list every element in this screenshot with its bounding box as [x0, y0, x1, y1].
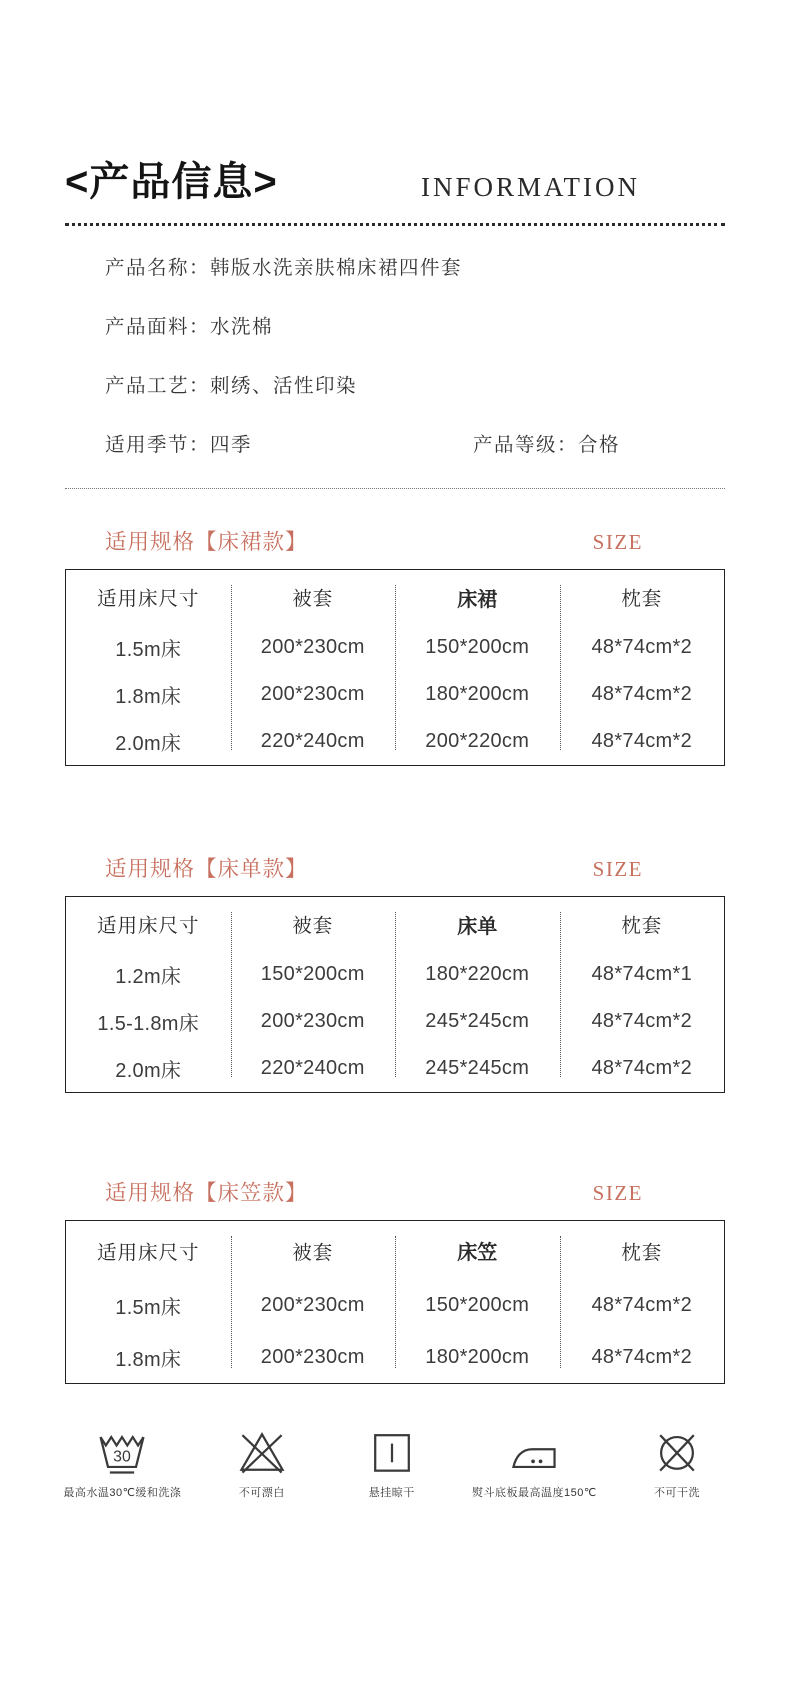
table-cell: 245*245cm [425, 1010, 530, 1032]
column-separator [231, 585, 232, 750]
section-title: 适用规格【床裙款】 [105, 530, 308, 554]
care-item-no-bleach [214, 1424, 310, 1500]
section-title: 适用规格【床笠款】 [105, 1181, 308, 1205]
column-header: 被套 [292, 916, 334, 938]
table-cell: 48*74cm*2 [591, 1056, 693, 1079]
column-header: 适用床尺寸 [96, 1242, 200, 1264]
table-cell: 220*240cm [260, 729, 365, 752]
field-label: 产品等级： [473, 435, 579, 456]
table-cell: 48*74cm*2 [591, 729, 693, 752]
info-row [105, 429, 685, 456]
spec-table-fitted-sheet [65, 1220, 725, 1384]
field-label: 产品面料： [105, 317, 211, 338]
table-cell: 2.0m床 [115, 732, 182, 755]
table-cell: 200*230cm [260, 1294, 365, 1317]
table-cell: 1.8m床 [115, 686, 182, 708]
wash-temp-number: 30 [113, 1448, 132, 1466]
info-row [105, 311, 685, 338]
table-cell: 48*74cm*2 [591, 1345, 693, 1368]
table-cell: 220*240cm [260, 1056, 365, 1079]
field-label: 产品工艺： [105, 376, 211, 397]
table-cell: 150*200cm [425, 1294, 530, 1317]
table-cell: 2.0m床 [115, 1059, 182, 1082]
grade-field [473, 429, 620, 457]
table-cell: 180*200cm [425, 1345, 530, 1368]
care-label: 不可漂白 [238, 1487, 285, 1499]
column-header: 被套 [292, 1242, 334, 1264]
column-header: 适用床尺寸 [96, 916, 200, 938]
table-cell: 48*74cm*2 [591, 1010, 693, 1032]
column-separator [231, 1236, 232, 1368]
field-value: 水洗棉 [210, 317, 274, 338]
table-cell: 200*220cm [425, 729, 530, 752]
season-field [105, 435, 252, 456]
column-header: 枕套 [621, 916, 663, 938]
table-cell: 150*200cm [425, 636, 530, 659]
no-bleach-icon [234, 1424, 290, 1480]
column-separator [560, 585, 561, 750]
product-name-field [105, 258, 462, 279]
section-flat-sheet [65, 852, 725, 1093]
table-cell: 200*230cm [260, 1010, 365, 1032]
table-cell: 200*230cm [260, 636, 365, 659]
info-divider [65, 488, 725, 489]
column-separator [395, 1236, 396, 1368]
care-label: 不可干洗 [654, 1487, 700, 1499]
column-header: 被套 [292, 589, 334, 611]
page-title: <产品信息> [65, 160, 278, 204]
iron-max-150-icon [506, 1424, 562, 1480]
table-cell: 48*74cm*1 [591, 963, 693, 986]
table-cell: 200*230cm [260, 683, 365, 705]
table-cell: 180*200cm [425, 683, 530, 705]
info-row [105, 370, 685, 397]
care-item-iron [474, 1424, 595, 1500]
field-value: 合格 [578, 435, 621, 456]
section-heading-row [65, 1176, 725, 1207]
spec-table-flat-sheet [65, 896, 725, 1093]
column-header: 床笠 [457, 1242, 498, 1265]
column-header: 床裙 [457, 588, 498, 611]
care-label: 最高水温30℃缓和洗涤 [63, 1487, 182, 1499]
table-cell: 150*200cm [260, 963, 365, 986]
size-label: SIZE [592, 530, 643, 554]
column-header: 适用床尺寸 [96, 589, 200, 611]
field-label: 产品名称： [105, 258, 211, 279]
care-item-wash [65, 1424, 180, 1500]
column-separator [560, 1236, 561, 1368]
table-cell: 1.5-1.8m床 [97, 1013, 200, 1035]
column-header: 枕套 [621, 589, 663, 611]
table-cell: 48*74cm*2 [591, 636, 693, 659]
table-cell: 245*245cm [425, 1056, 530, 1079]
column-separator [395, 585, 396, 750]
field-value: 四季 [210, 435, 253, 456]
care-instructions [65, 1424, 725, 1500]
column-separator [395, 912, 396, 1077]
spec-table-bed-skirt [65, 569, 725, 766]
product-fabric-field [105, 317, 273, 338]
size-label: SIZE [592, 1181, 643, 1205]
section-bed-skirt [65, 525, 725, 766]
column-separator [231, 912, 232, 1077]
table-cell: 1.5m床 [115, 1297, 182, 1320]
care-item-no-dry-clean [629, 1424, 725, 1500]
hang-dry-icon [364, 1424, 420, 1480]
product-info-list [65, 226, 725, 456]
info-row [105, 252, 685, 279]
column-header: 枕套 [621, 1242, 663, 1264]
table-cell: 1.5m床 [115, 639, 182, 662]
field-label: 适用季节： [105, 435, 211, 456]
table-cell: 48*74cm*2 [591, 683, 693, 705]
column-header: 床单 [457, 915, 498, 938]
no-dry-clean-icon [649, 1424, 705, 1480]
page-subtitle: INFORMATION [420, 172, 640, 202]
section-heading-row [65, 525, 725, 556]
care-label: 熨斗底板最高温度150℃ [472, 1487, 597, 1499]
section-heading-row [65, 852, 725, 883]
page-header [65, 0, 725, 207]
wash-30-icon [94, 1424, 150, 1480]
table-cell: 48*74cm*2 [591, 1294, 693, 1317]
size-label: SIZE [592, 857, 643, 881]
care-label: 悬挂晾干 [368, 1487, 415, 1499]
section-fitted-sheet [65, 1176, 725, 1384]
field-value: 韩版水洗亲肤棉床裙四件套 [210, 258, 463, 279]
product-craft-field [105, 376, 357, 397]
field-value: 刺绣、活性印染 [210, 376, 358, 397]
table-cell: 200*230cm [260, 1345, 365, 1368]
table-cell: 1.2m床 [115, 966, 182, 989]
section-title: 适用规格【床单款】 [105, 857, 308, 881]
table-cell: 1.8m床 [115, 1348, 182, 1371]
table-cell: 180*220cm [425, 963, 530, 986]
care-item-hang-dry [344, 1424, 440, 1500]
column-separator [560, 912, 561, 1077]
